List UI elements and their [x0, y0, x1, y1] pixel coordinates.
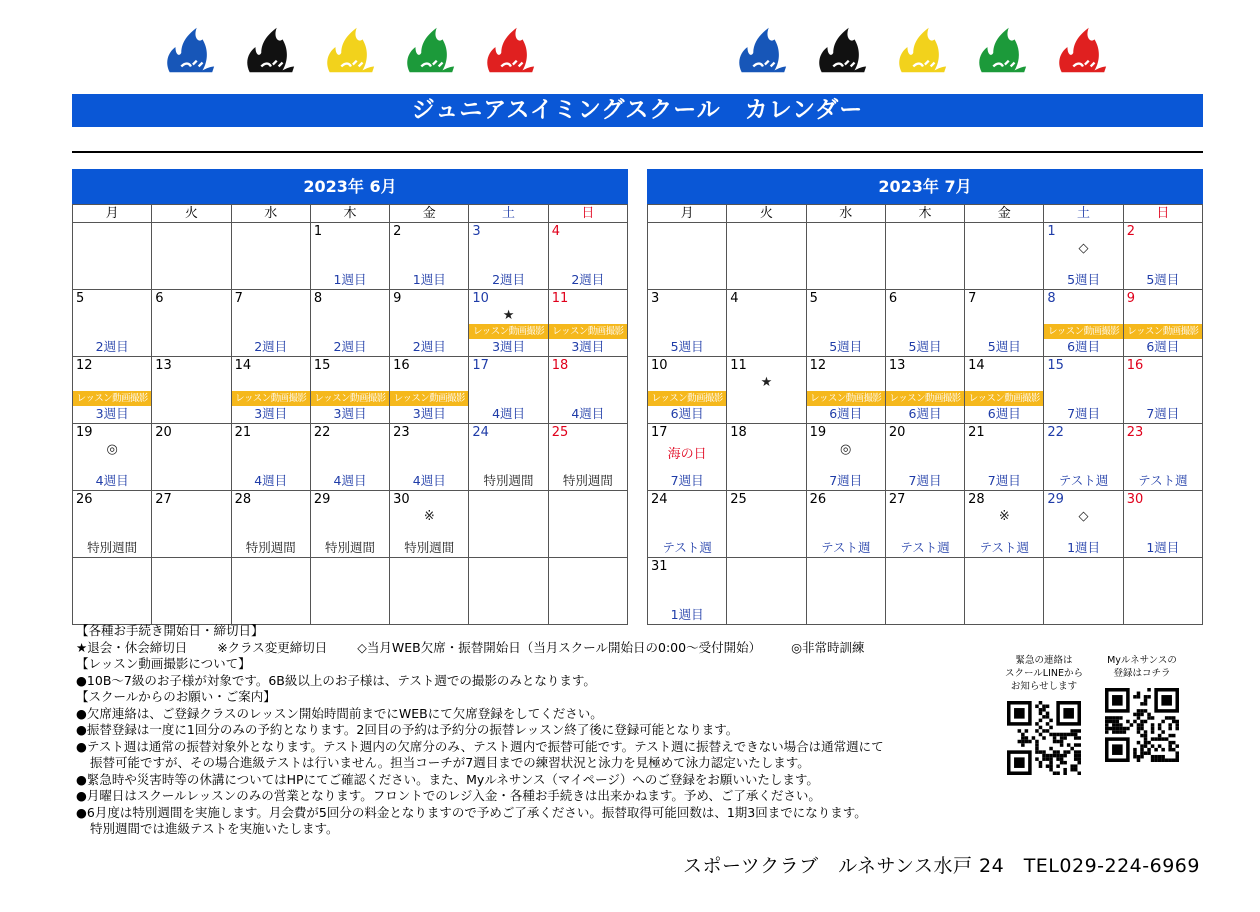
- calendar-day-cell: [469, 357, 548, 424]
- day-number: 19: [76, 425, 93, 440]
- calendar-day-cell: [390, 223, 469, 290]
- day-number: 17: [651, 425, 668, 440]
- day-number: 7: [968, 291, 977, 306]
- week-label: 7週目: [987, 473, 1021, 488]
- day-number: 30: [393, 492, 410, 507]
- calendar-day-cell: [73, 223, 152, 290]
- week-label: テスト週: [1138, 473, 1188, 488]
- request-item: 特別週間では進級テストを実施いたします。: [90, 821, 339, 836]
- calendar-day-cell: [727, 357, 806, 424]
- calendar-day-cell: [152, 424, 231, 491]
- calendar-day-cell: [469, 491, 548, 558]
- day-number: 20: [155, 425, 172, 440]
- calendar-day-cell: [73, 290, 152, 357]
- calendar-day-cell: [965, 424, 1044, 491]
- video-shooting-band: レッスン動画撮影: [311, 391, 389, 406]
- week-label: 特別週間: [404, 540, 455, 555]
- flame-logo-icon: [160, 22, 218, 80]
- day-number: 28: [234, 492, 252, 507]
- calendar-day-cell: [648, 290, 727, 357]
- day-number: 6: [155, 291, 164, 306]
- week-label: 5週目: [1067, 272, 1101, 287]
- notes-section: [76, 623, 1006, 838]
- calendar-day-cell: [727, 558, 806, 625]
- weekday-header: 金: [390, 205, 469, 223]
- week-label: 特別週間: [562, 473, 613, 488]
- video-shooting-band: レッスン動画撮影: [807, 391, 885, 406]
- weekday-header: 水: [231, 205, 310, 223]
- day-number: 21: [234, 425, 252, 440]
- day-number: 4: [551, 224, 560, 239]
- day-number: 30: [1126, 492, 1144, 507]
- event-mark: ◇: [1078, 509, 1089, 524]
- day-number: 8: [313, 291, 323, 306]
- week-label: 6週目: [1067, 339, 1101, 354]
- day-number: 13: [888, 358, 906, 373]
- day-number: 20: [888, 425, 906, 440]
- day-number: 9: [393, 291, 402, 306]
- week-label: 7週目: [1146, 406, 1180, 421]
- calendar-day-cell: [548, 558, 627, 625]
- calendar-day-cell: [152, 223, 231, 290]
- week-label: 6週目: [829, 406, 863, 421]
- calendar-day-cell: [390, 290, 469, 357]
- event-mark: ★: [760, 375, 773, 390]
- day-number: 1: [313, 224, 323, 239]
- weekday-header: 日: [1123, 205, 1202, 223]
- calendar-day-cell: [648, 491, 727, 558]
- day-number: 2: [393, 224, 402, 239]
- request-item: ●テスト週は通常の振替対象外となります。テスト週内の欠席分のみ、テスト週内で振替可能です。テスト週に振替えできない場合は通常週にて: [76, 738, 884, 754]
- flame-logo-icon: [400, 22, 458, 80]
- calendar-day-cell: [648, 558, 727, 625]
- calendar-day-cell: [727, 223, 806, 290]
- divider: [72, 151, 1203, 153]
- day-number: 26: [76, 492, 93, 507]
- calendar-day-cell: [965, 558, 1044, 625]
- video-shooting-band: レッスン動画撮影: [390, 391, 468, 406]
- calendar-day-cell: [1044, 424, 1123, 491]
- week-label: 6週目: [1146, 339, 1180, 354]
- calendar-day-cell: [1123, 290, 1202, 357]
- week-label: 4週目: [333, 473, 367, 488]
- day-number: 26: [809, 492, 827, 507]
- line-qr-block: [996, 654, 1092, 779]
- video-shooting-band: レッスン動画撮影: [886, 391, 964, 406]
- request-item: ●欠席連絡は、ご登録クラスのレッスン開始時間前までにWEBにて欠席登録をしてください。: [76, 705, 603, 721]
- calendar-day-cell: [1123, 558, 1202, 625]
- calendar-day-cell: [548, 491, 627, 558]
- day-number: 14: [234, 358, 252, 373]
- calendar-week-row: [73, 357, 628, 424]
- week-label: 2週目: [333, 339, 367, 354]
- calendar-day-cell: [469, 424, 548, 491]
- calendar-day-cell: [1123, 424, 1202, 491]
- weekday-header: 月: [648, 205, 727, 223]
- calendar-week-row: [648, 357, 1203, 424]
- weekday-header: 土: [1044, 205, 1123, 223]
- day-number: 3: [651, 291, 660, 306]
- calendar-day-cell: [965, 491, 1044, 558]
- day-number: 3: [472, 224, 481, 239]
- week-label: 7週目: [829, 473, 863, 488]
- day-number: 1: [1047, 224, 1056, 239]
- legend-row: [76, 640, 1006, 657]
- logo-row-right: [732, 22, 1110, 82]
- week-label: 特別週間: [324, 540, 375, 555]
- weekday-header: 火: [152, 205, 231, 223]
- week-label: 特別週間: [87, 540, 138, 555]
- weekday-header: 火: [727, 205, 806, 223]
- day-number: 23: [393, 425, 410, 440]
- calendar-day-cell: [548, 424, 627, 491]
- holiday-label: 海の日: [667, 447, 707, 462]
- day-number: 10: [651, 358, 668, 373]
- week-label: 4週目: [492, 406, 526, 421]
- week-label: 3週目: [95, 406, 129, 421]
- calendar-day-cell: [885, 558, 964, 625]
- calendar-day-cell: [806, 424, 885, 491]
- calendar-day-cell: [648, 424, 727, 491]
- week-label: 特別週間: [245, 540, 296, 555]
- week-label: 2週目: [492, 272, 526, 287]
- day-number: 18: [551, 358, 569, 373]
- day-number: 25: [730, 492, 747, 507]
- line-qr-label: 緊急の連絡は スクールLINEから お知らせします: [1004, 655, 1083, 692]
- calendar-week-row: [648, 223, 1203, 290]
- calendar-day-cell: [727, 290, 806, 357]
- calendar-day-cell: [152, 357, 231, 424]
- video-shooting-band: レッスン動画撮影: [469, 324, 547, 339]
- week-label: 2週目: [254, 339, 288, 354]
- week-label: 4週目: [254, 473, 288, 488]
- calendar-day-cell: [73, 357, 152, 424]
- request-item: 振替可能ですが、その場合進級テストは行いません。担当コーチが7週目までの練習状況と泳力を見極めて泳力認定いたします。: [90, 755, 810, 770]
- day-number: 24: [472, 425, 489, 440]
- video-shooting-band: レッスン動画撮影: [648, 391, 726, 406]
- event-mark: ※: [423, 509, 435, 524]
- calendar-day-cell: [390, 491, 469, 558]
- qr-code-icon[interactable]: [1007, 701, 1081, 775]
- day-number: 27: [155, 492, 172, 507]
- video-text: ●10B～7級のお子様が対象です。6B級以上のお子様は、テスト週での撮影のみとなります。: [76, 672, 596, 688]
- calendar-day-cell: [1044, 223, 1123, 290]
- legend-item: ◎非常時訓練: [791, 639, 865, 655]
- calendar-day-cell: [885, 223, 964, 290]
- weekday-header-row: [648, 205, 1203, 223]
- calendar-june: [72, 169, 628, 625]
- day-number: 18: [730, 425, 747, 440]
- day-number: 22: [1047, 425, 1064, 440]
- week-label: 6週目: [670, 406, 704, 421]
- event-mark: ※: [998, 509, 1010, 524]
- calendar-day-cell: [806, 290, 885, 357]
- request-item: ●月曜日はスクールレッスンのみの営業となります。フロントでのレジ入金・各種お手続きは出来かねます。予め、ご了承ください。: [76, 788, 821, 803]
- calendar-day-cell: [806, 223, 885, 290]
- day-number: 16: [393, 358, 410, 373]
- week-label: 5週目: [987, 339, 1021, 354]
- day-number: 19: [809, 425, 827, 440]
- day-number: 16: [1126, 358, 1144, 373]
- event-mark: ◎: [106, 442, 118, 457]
- day-number: 27: [888, 492, 906, 507]
- day-number: 29: [1047, 492, 1064, 507]
- calendar-week-row: [73, 424, 628, 491]
- day-number: 29: [313, 492, 331, 507]
- weekday-header: 月: [73, 205, 152, 223]
- week-label: 2週目: [571, 272, 605, 287]
- calendar-day-cell: [885, 357, 964, 424]
- week-label: 3週目: [333, 406, 367, 421]
- calendar-month-header: 2023年 7月: [647, 169, 1203, 204]
- week-label: 5週目: [670, 339, 704, 354]
- week-label: 特別週間: [483, 473, 534, 488]
- calendar-day-cell: [1044, 290, 1123, 357]
- calendar-day-cell: [390, 424, 469, 491]
- weekday-header: 木: [310, 205, 389, 223]
- day-number: 10: [472, 291, 489, 306]
- calendar-day-cell: [727, 491, 806, 558]
- week-label: 3週目: [492, 339, 526, 354]
- calendar-week-row: [73, 223, 628, 290]
- calendar-day-cell: [806, 357, 885, 424]
- flame-logo-icon: [892, 22, 950, 80]
- week-label: 1週目: [1067, 540, 1101, 555]
- calendar-day-cell: [152, 290, 231, 357]
- legend-item: ※クラス変更締切日: [217, 639, 328, 655]
- calendar-day-cell: [231, 558, 310, 625]
- calendar-day-cell: [469, 223, 548, 290]
- weekday-header: 水: [806, 205, 885, 223]
- week-label: 6週目: [908, 406, 942, 421]
- flame-logo-icon: [240, 22, 298, 80]
- calendar-day-cell: [231, 357, 310, 424]
- day-number: 12: [809, 358, 827, 373]
- calendar-day-cell: [310, 424, 389, 491]
- video-heading: 【レッスン動画撮影について】: [76, 656, 251, 671]
- day-number: 2: [1126, 224, 1135, 239]
- weekday-header: 金: [965, 205, 1044, 223]
- week-label: 5週目: [1146, 272, 1180, 287]
- calendar-week-row: [73, 491, 628, 558]
- week-label: 1週目: [670, 607, 704, 622]
- day-number: 15: [1047, 358, 1064, 373]
- calendar-day-cell: [1044, 558, 1123, 625]
- video-shooting-band: レッスン動画撮影: [1044, 324, 1122, 339]
- week-label: 7週目: [1067, 406, 1101, 421]
- week-label: 7週目: [908, 473, 942, 488]
- day-number: 24: [651, 492, 668, 507]
- day-number: 15: [313, 358, 331, 373]
- calendar-day-cell: [1044, 357, 1123, 424]
- calendar-day-cell: [806, 558, 885, 625]
- day-number: 14: [968, 358, 985, 373]
- day-number: 23: [1126, 425, 1144, 440]
- calendar-day-cell: [965, 290, 1044, 357]
- calendar-day-cell: [1123, 491, 1202, 558]
- calendar-day-cell: [648, 223, 727, 290]
- weekday-header: 土: [469, 205, 548, 223]
- calendar-day-cell: [548, 357, 627, 424]
- calendar-day-cell: [548, 290, 627, 357]
- calendar-week-row: [648, 491, 1203, 558]
- calendar-day-cell: [73, 558, 152, 625]
- day-number: 31: [651, 559, 668, 574]
- page-title: ジュニアスイミングスクール カレンダー: [72, 94, 1203, 127]
- day-number: 11: [551, 291, 569, 306]
- request-item: ●振替登録は一度に1回分のみの予約となります。2回目の予約は予約分の振替レッスン終了後に登録可能となります。: [76, 722, 739, 737]
- event-mark: ◎: [840, 442, 852, 457]
- calendar-day-cell: [1123, 223, 1202, 290]
- day-number: 4: [730, 291, 739, 306]
- calendar-day-cell: [885, 424, 964, 491]
- calendar-day-cell: [548, 223, 627, 290]
- calendar-day-cell: [727, 424, 806, 491]
- calendar-day-cell: [231, 424, 310, 491]
- qr-code-icon[interactable]: [1105, 688, 1179, 762]
- week-label: 5週目: [908, 339, 942, 354]
- calendar-day-cell: [310, 357, 389, 424]
- my-renaissance-qr-block: [1094, 654, 1190, 766]
- calendar-day-cell: [231, 290, 310, 357]
- week-label: 1週目: [412, 272, 446, 287]
- calendar-week-row: [648, 290, 1203, 357]
- week-label: 6週目: [987, 406, 1021, 421]
- video-shooting-band: レッスン動画撮影: [549, 324, 627, 339]
- calendar-day-cell: [885, 491, 964, 558]
- calendar-grid: [72, 204, 628, 625]
- week-label: 5週目: [829, 339, 863, 354]
- calendar-day-cell: [965, 357, 1044, 424]
- week-label: テスト週: [979, 540, 1030, 555]
- calendar-week-row: [648, 424, 1203, 491]
- week-label: 3週目: [571, 339, 605, 354]
- legend-item: ◇当月WEB欠席・振替開始日（当月スクール開始日の0:00～受付開始）: [357, 639, 762, 655]
- event-mark: ★: [502, 308, 515, 323]
- flame-logo-icon: [972, 22, 1030, 80]
- request-item: ●6月度は特別週間を実施します。月会費が5回分の料金となりますので予めご了承ください。振替取得可能回数は、1期3回までになります。: [76, 804, 867, 820]
- logo-row-left: [160, 22, 538, 82]
- calendar-day-cell: [310, 558, 389, 625]
- calendar-day-cell: [310, 491, 389, 558]
- legend-item: ★退会・休会締切日: [76, 639, 188, 655]
- day-number: 17: [472, 358, 489, 373]
- day-number: 7: [234, 291, 243, 306]
- requests-heading: 【スクールからのお願い・ご案内】: [76, 689, 276, 704]
- calendar-week-row: [648, 558, 1203, 625]
- calendar-day-cell: [965, 223, 1044, 290]
- week-label: テスト週: [900, 540, 950, 555]
- week-label: 4週目: [95, 473, 129, 488]
- calendar-day-cell: [1123, 357, 1202, 424]
- calendar-day-cell: [231, 491, 310, 558]
- day-number: 6: [888, 291, 898, 306]
- event-mark: ◇: [1078, 241, 1089, 256]
- week-label: 2週目: [95, 339, 129, 354]
- calendar-day-cell: [390, 357, 469, 424]
- calendar-day-cell: [310, 223, 389, 290]
- week-label: 2週目: [412, 339, 446, 354]
- calendar-day-cell: [1044, 491, 1123, 558]
- day-number: 21: [968, 425, 985, 440]
- day-number: 13: [155, 358, 172, 373]
- day-number: 11: [730, 358, 747, 373]
- calendar-day-cell: [231, 223, 310, 290]
- calendar-day-cell: [469, 290, 548, 357]
- flame-logo-icon: [480, 22, 538, 80]
- week-label: テスト週: [662, 540, 712, 555]
- weekday-header: 日: [548, 205, 627, 223]
- day-number: 28: [968, 492, 985, 507]
- video-shooting-band: レッスン動画撮影: [1124, 324, 1202, 339]
- calendar-week-row: [73, 290, 628, 357]
- calendar-day-cell: [73, 491, 152, 558]
- calendar-july: [647, 169, 1203, 625]
- calendar-day-cell: [390, 558, 469, 625]
- day-number: 8: [1047, 291, 1056, 306]
- calendar-day-cell: [885, 290, 964, 357]
- calendar-month-header: 2023年 6月: [72, 169, 628, 204]
- my-renaissance-qr-label: Myルネサンスの 登録はコチラ: [1107, 655, 1177, 679]
- calendar-day-cell: [469, 558, 548, 625]
- calendar-day-cell: [648, 357, 727, 424]
- week-label: 3週目: [412, 406, 446, 421]
- day-number: 5: [76, 291, 85, 306]
- calendar-day-cell: [152, 491, 231, 558]
- flame-logo-icon: [320, 22, 378, 80]
- week-label: 4週目: [412, 473, 446, 488]
- day-number: 12: [76, 358, 93, 373]
- week-label: テスト週: [1058, 473, 1109, 488]
- flame-logo-icon: [812, 22, 870, 80]
- calendar-day-cell: [310, 290, 389, 357]
- calendar-week-row: [73, 558, 628, 625]
- day-number: 5: [809, 291, 818, 306]
- day-number: 9: [1126, 291, 1135, 306]
- weekday-header-row: [73, 205, 628, 223]
- week-label: テスト週: [820, 540, 871, 555]
- weekday-header: 木: [885, 205, 964, 223]
- video-shooting-band: レッスン動画撮影: [73, 391, 151, 406]
- flame-logo-icon: [732, 22, 790, 80]
- video-shooting-band: レッスン動画撮影: [232, 391, 310, 406]
- flame-logo-icon: [1052, 22, 1110, 80]
- day-number: 22: [313, 425, 331, 440]
- day-number: 25: [551, 425, 569, 440]
- week-label: 1週目: [333, 272, 367, 287]
- footer-contact: スポーツクラブ ルネサンス水戸 24 TEL029-224-6969: [683, 855, 1200, 877]
- procedures-heading: 【各種お手続き開始日・締切日】: [76, 623, 264, 638]
- week-label: 7週目: [670, 473, 704, 488]
- calendar-day-cell: [73, 424, 152, 491]
- calendar-grid: [647, 204, 1203, 625]
- request-item: ●緊急時や災害時等の休講についてはHPにてご確認ください。また、Myルネサンス（マイページ）へのご登録をお願いいたします。: [76, 771, 819, 787]
- calendar-day-cell: [806, 491, 885, 558]
- calendar-day-cell: [152, 558, 231, 625]
- video-shooting-band: レッスン動画撮影: [965, 391, 1043, 406]
- week-label: 3週目: [254, 406, 288, 421]
- week-label: 4週目: [571, 406, 605, 421]
- week-label: 1週目: [1146, 540, 1180, 555]
